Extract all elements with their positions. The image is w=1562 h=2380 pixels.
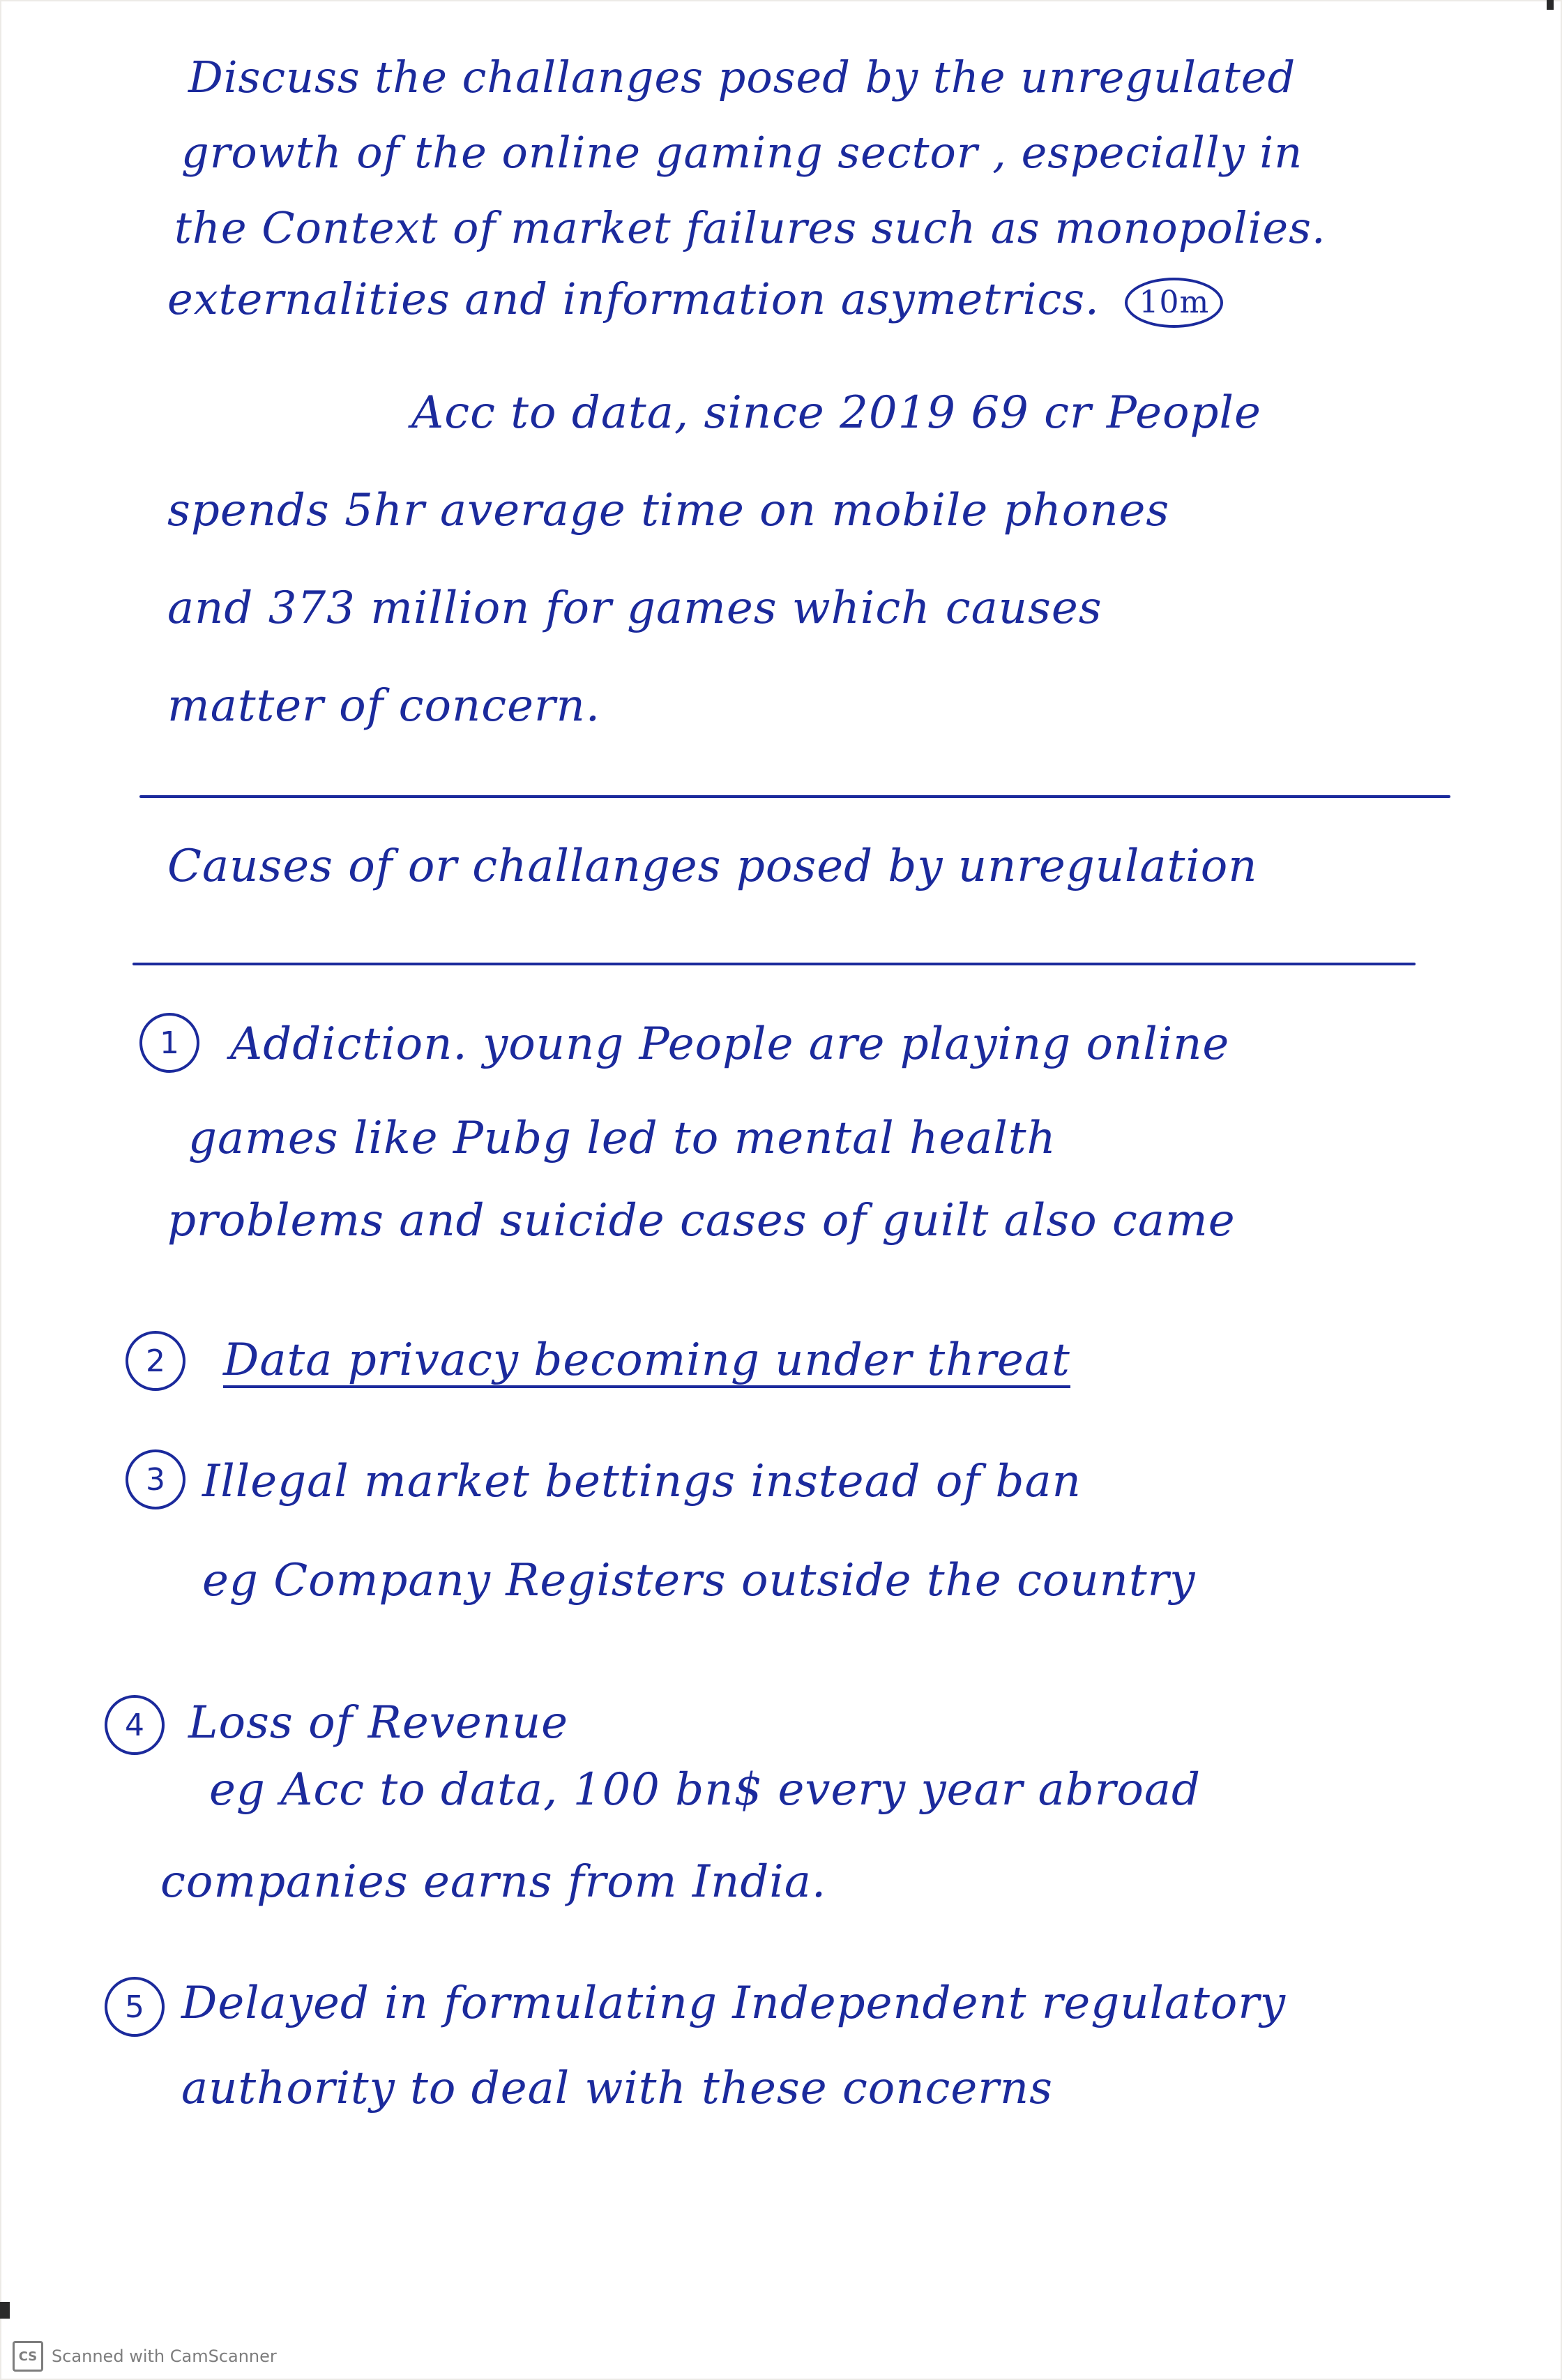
divider-line bbox=[139, 795, 1450, 798]
point-1-line-1: Addiction. young People are playing online bbox=[230, 1018, 1230, 1070]
point-2-line-1: Data privacy becoming under threat bbox=[223, 1338, 1070, 1388]
question-line-3: the Context of market failures such as monopolies. bbox=[174, 202, 1326, 253]
scan-edge-mark bbox=[1547, 0, 1554, 10]
camscanner-logo-icon: CS bbox=[13, 2341, 43, 2372]
point-2-number: 2 bbox=[126, 1331, 185, 1391]
point-5-line-1: Delayed in formulating Independent regulatory bbox=[181, 1978, 1287, 2029]
point-5-number: 5 bbox=[105, 1977, 165, 2037]
point-4-line-3: companies earns from India. bbox=[160, 1856, 827, 1908]
section-heading: Causes of or challanges posed by unregulation bbox=[167, 841, 1258, 892]
question-line-1: Discuss the challanges posed by the unregulated bbox=[188, 52, 1296, 103]
point-5-line-2: authority to deal with these concerns bbox=[181, 2063, 1053, 2114]
point-1-line-3: problems and suicide cases of guilt also came bbox=[167, 1195, 1236, 1247]
marks-badge: 10m bbox=[1125, 278, 1223, 328]
point-3-line-2: eg Company Registers outside the country bbox=[202, 1555, 1196, 1606]
heading-underline bbox=[132, 963, 1416, 965]
point-1-number: 1 bbox=[139, 1013, 199, 1073]
question-line-4 bbox=[167, 273, 1223, 328]
scan-edge-mark bbox=[0, 2302, 10, 2319]
question-line-2: growth of the online gaming sector , especially in bbox=[181, 127, 1303, 178]
question-line-4-text: externalities and information asymetrics. bbox=[167, 273, 1100, 325]
point-4-line-2: eg Acc to data, 100 bn$ every year abroad bbox=[209, 1764, 1201, 1816]
point-4-number: 4 bbox=[105, 1695, 165, 1755]
intro-line-3: and 373 million for games which causes bbox=[167, 582, 1102, 634]
point-1-line-2: games like Pubg led to mental health bbox=[188, 1113, 1056, 1164]
intro-line-4: matter of concern. bbox=[167, 680, 601, 732]
point-3-line-1: Illegal market bettings instead of ban bbox=[202, 1456, 1082, 1507]
intro-line-2: spends 5hr average time on mobile phones bbox=[167, 485, 1170, 536]
intro-line-1: Acc to data, since 2019 69 cr People bbox=[411, 387, 1261, 439]
point-3-number: 3 bbox=[126, 1449, 185, 1509]
point-4-line-1: Loss of Revenue bbox=[188, 1697, 569, 1749]
watermark-text: Scanned with CamScanner bbox=[52, 2347, 277, 2366]
scanner-watermark bbox=[13, 2342, 277, 2370]
